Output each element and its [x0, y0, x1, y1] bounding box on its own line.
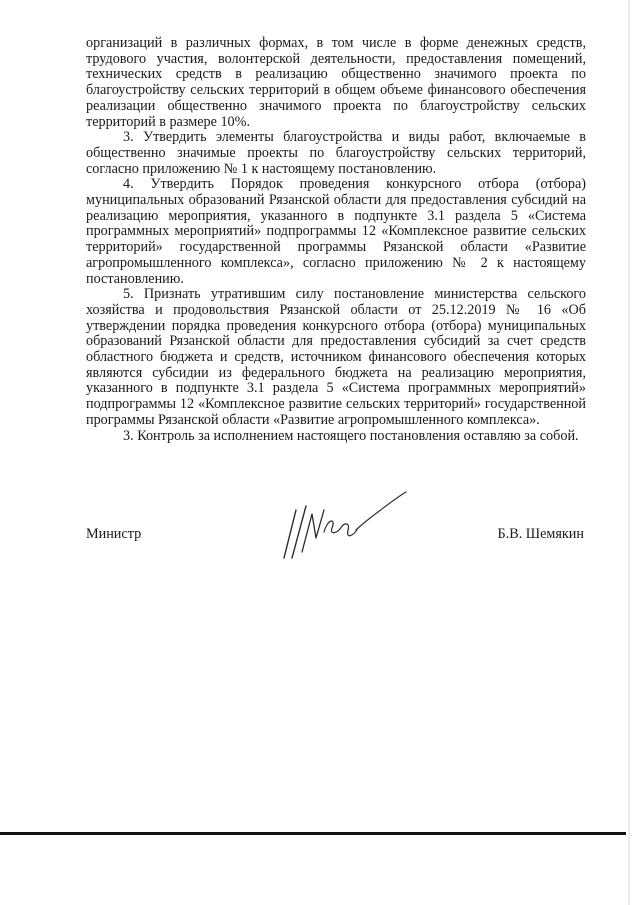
signatory-name: Б.В. Шемякин: [497, 526, 584, 542]
page-bottom-edge: [0, 832, 626, 835]
paragraph-control: 3. Контроль за исполнением настоящего постановления оставляю за собой.: [123, 427, 579, 444]
signature-block: [86, 516, 586, 576]
document-body: [86, 36, 586, 444]
paragraph-item-5: 5. Признать утратившим силу постановление министерства сельского хозяйства и продовольствия Рязанской области от 25.12.2019 № 16 «Об утверждении порядка проведения конкурсного отбора (отбора) муниципальных образований Рязанской области для предоставления субсидий за счет средств областного бюджета и средств, источником финансового обеспечения которых являются субсидии из федерального бюджета на реализацию мероприятия, указанного в подпункте 3.1 раздела 5 «Система программных мероприятий» подпрограммы 12 «Комплексное развитие сельских территорий» государственной программы Рязанской области «Развитие агропромышленного комплекса».: [86, 286, 586, 428]
paragraph-item-3: 3. Утвердить элементы благоустройства и виды работ, включаемые в общественно значимые проекты по благоустройству сельских территорий, согласно приложению № 1 к настоящему постановлению.: [86, 129, 586, 177]
signatory-title: Министр: [86, 526, 142, 542]
paragraph-continuation: организаций в различных формах, в том числе в форме денежных средств, трудового участия, волонтерской деятельности, предоставления помещений, технических средств в реализацию общественно значимого проекта по благоустройству сельских территорий в общем объеме финансового обеспечения реализации общественно значимого проекта по благоустройству сельских территорий в размере 10%.: [86, 35, 586, 130]
handwritten-signature: [266, 488, 416, 568]
page-right-edge: [628, 0, 630, 905]
paragraph-item-4: 4. Утвердить Порядок проведения конкурсного отбора (отбора) муниципальных образований Рязанской области для предоставления субсидий на реализацию мероприятия, указанного в подпункте 3.1 раздела 5 «Система программных мероприятий» подпрограммы 12 «Комплексное развитие сельских территорий» государственной программы Рязанской области «Развитие агропромышленного комплекса», согласно приложению № 2 к настоящему постановлению.: [86, 176, 586, 287]
